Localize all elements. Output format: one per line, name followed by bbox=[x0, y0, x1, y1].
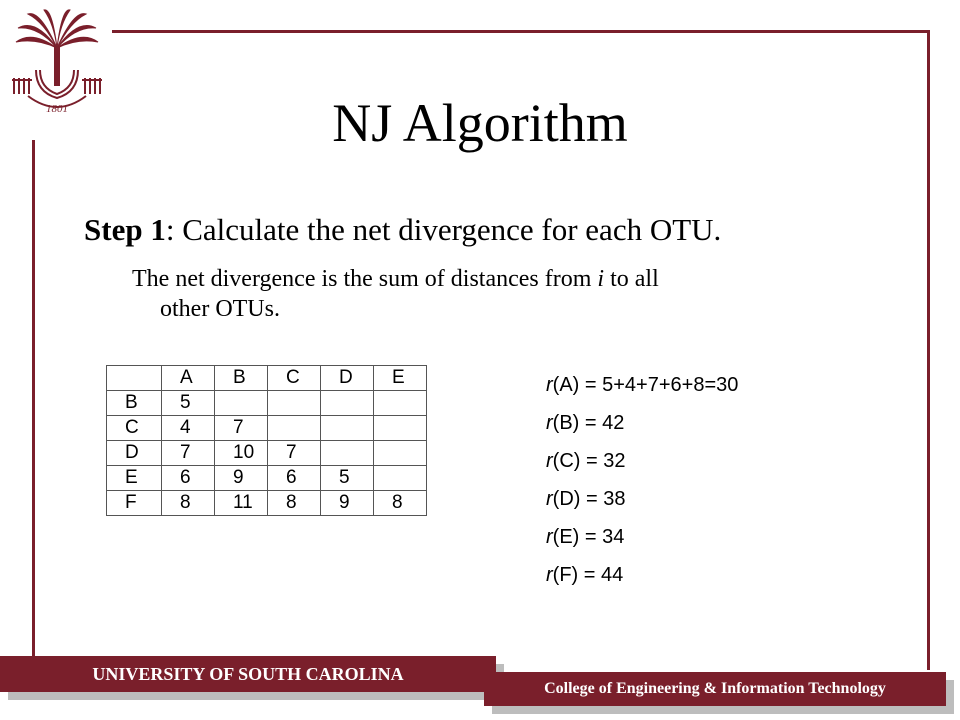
step-label: Step 1 bbox=[84, 212, 166, 247]
table-header-cell: C bbox=[268, 366, 321, 391]
step-heading bbox=[84, 212, 721, 248]
result-function: r bbox=[546, 564, 553, 586]
result-value: (C) = 32 bbox=[552, 450, 626, 472]
result-function: r bbox=[546, 412, 553, 434]
table-cell bbox=[374, 441, 427, 466]
table-cell bbox=[321, 441, 374, 466]
table-cell bbox=[374, 466, 427, 491]
table-cell: 7 bbox=[268, 441, 321, 466]
table-cell: 6 bbox=[162, 466, 215, 491]
net-divergence-results bbox=[546, 370, 738, 598]
result-function: r bbox=[546, 374, 553, 396]
table-cell: 5 bbox=[321, 466, 374, 491]
table-row bbox=[107, 416, 427, 441]
result-value: (A) = 5+4+7+6+8=30 bbox=[552, 374, 739, 396]
table-row bbox=[107, 491, 427, 516]
result-function: r bbox=[546, 526, 553, 548]
table-header-cell: E bbox=[374, 366, 427, 391]
top-border-line bbox=[112, 30, 930, 33]
table-cell: 8 bbox=[268, 491, 321, 516]
result-value: (B) = 42 bbox=[552, 412, 625, 434]
table-cell: 6 bbox=[268, 466, 321, 491]
table-row bbox=[107, 441, 427, 466]
table-row-label: E bbox=[107, 466, 162, 491]
table-cell bbox=[321, 391, 374, 416]
table-row bbox=[107, 466, 427, 491]
table-header-cell: A bbox=[162, 366, 215, 391]
table-row bbox=[107, 391, 427, 416]
table-cell: 8 bbox=[162, 491, 215, 516]
result-line bbox=[546, 408, 738, 446]
table-cell: 8 bbox=[374, 491, 427, 516]
distance-matrix-table bbox=[106, 365, 427, 516]
explanation-text-2: to all bbox=[604, 266, 659, 292]
table-cell: 5 bbox=[162, 391, 215, 416]
table-cell bbox=[215, 391, 268, 416]
table-cell bbox=[268, 391, 321, 416]
table-row-label: B bbox=[107, 391, 162, 416]
table-header-row bbox=[107, 366, 427, 391]
logo-year: 1801 bbox=[46, 103, 68, 115]
table-row-label: D bbox=[107, 441, 162, 466]
explanation-text-1: The net divergence is the sum of distances from bbox=[132, 266, 598, 292]
result-line bbox=[546, 370, 738, 408]
table-row-label: C bbox=[107, 416, 162, 441]
slide-title: NJ Algorithm bbox=[332, 93, 628, 153]
result-line bbox=[546, 484, 738, 522]
result-value: (E) = 34 bbox=[552, 526, 625, 548]
table-cell bbox=[374, 416, 427, 441]
table-cell bbox=[374, 391, 427, 416]
college-banner: College of Engineering & Information Technology bbox=[484, 672, 946, 706]
table-cell: 9 bbox=[321, 491, 374, 516]
result-function: r bbox=[546, 488, 553, 510]
result-value: (F) = 44 bbox=[552, 564, 624, 586]
table-cell: 10 bbox=[215, 441, 268, 466]
table-header-cell: D bbox=[321, 366, 374, 391]
table-cell bbox=[321, 416, 374, 441]
explanation-variable: i bbox=[597, 266, 605, 292]
result-function: r bbox=[546, 450, 553, 472]
table-row-label: F bbox=[107, 491, 162, 516]
step-explanation bbox=[132, 264, 872, 324]
result-line bbox=[546, 560, 738, 598]
table-header-cell: B bbox=[215, 366, 268, 391]
table-cell: 7 bbox=[215, 416, 268, 441]
table-cell bbox=[268, 416, 321, 441]
result-line bbox=[546, 522, 738, 560]
university-banner: UNIVERSITY OF SOUTH CAROLINA bbox=[0, 656, 496, 692]
explanation-text-3: other OTUs. bbox=[160, 296, 280, 322]
table-cell: 7 bbox=[162, 441, 215, 466]
table-cell: 9 bbox=[215, 466, 268, 491]
table-header-cell bbox=[107, 366, 162, 391]
left-border-line bbox=[32, 140, 35, 658]
table-cell: 4 bbox=[162, 416, 215, 441]
step-description: : Calculate the net divergence for each OTU. bbox=[165, 212, 722, 247]
table-cell: 11 bbox=[215, 491, 268, 516]
result-line bbox=[546, 446, 738, 484]
result-value: (D) = 38 bbox=[552, 488, 626, 510]
